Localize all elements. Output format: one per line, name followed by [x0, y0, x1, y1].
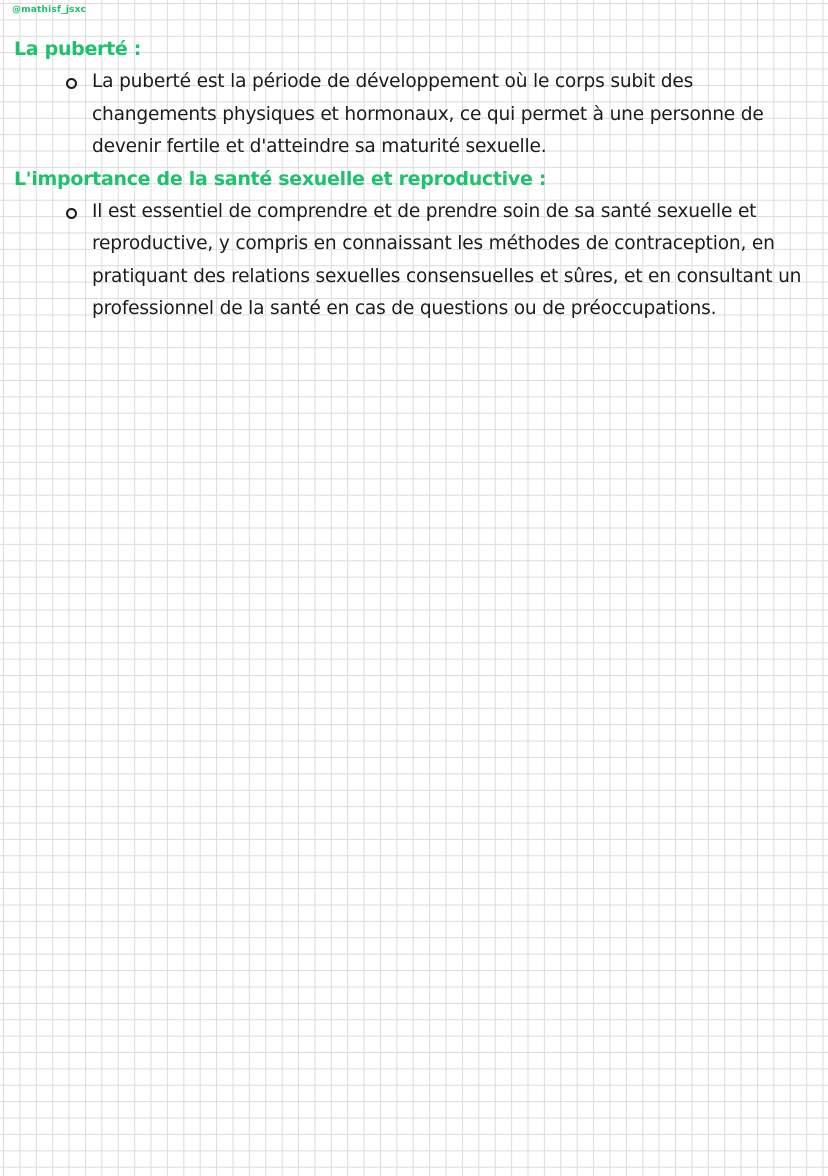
list-item-text: Il est essentiel de comprendre et de prendre soin de sa santé sexuelle et reproductive, y compris en connaissant les méthodes de contraception, en pratiquant des relations sexuelles consensuelles et sûres, et en consultant un professionnel de la santé en cas de questions ou de préoccupations. [92, 200, 802, 319]
section-heading: La puberté : [14, 38, 142, 60]
notes-content [14, 36, 814, 326]
author-watermark: @mathisf_jsxc [12, 5, 87, 15]
circle-bullet-icon [66, 208, 77, 219]
section-puberty [14, 36, 814, 164]
bullet-list [14, 66, 814, 164]
bullet-list [14, 196, 814, 326]
list-item-text: La puberté est la période de développement où le corps subit des changements physiques et hormonaux, ce qui permet à une personne de devenir fertile et d'atteindre sa maturité sexuelle. [92, 71, 764, 157]
list-item [14, 196, 814, 326]
section-heading: L'importance de la santé sexuelle et reproductive : [14, 167, 547, 190]
section-sexual-health [14, 166, 814, 326]
circle-bullet-icon [66, 78, 77, 89]
list-item [14, 66, 814, 164]
